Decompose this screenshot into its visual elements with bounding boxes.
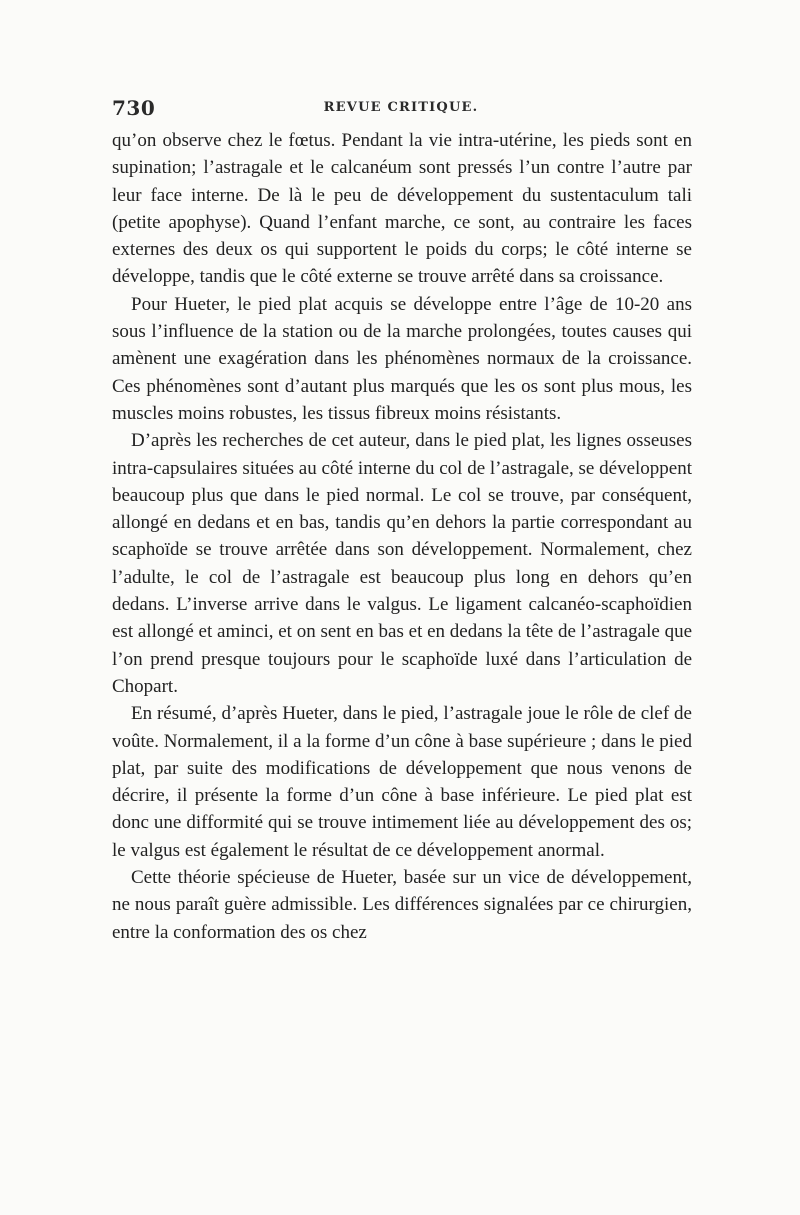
running-title: REVUE CRITIQUE. [323, 100, 479, 115]
page-number: 730 [112, 96, 156, 120]
page-header [112, 96, 690, 126]
paragraph-summary: En résumé, d’après Hueter, dans le pied, l’astragale joue le rôle de clef de voûte. Normalement, il a la forme d’un cône à base supérieure ; dans le pied plat, par suite des modifications de développement que nous venons de décrire, il présente la forme d’un cône à base inférieure. Le pied plat est donc une difformité qui se trouve intimement liée au développement des os; le valgus est également le résultat de ce développement anormal. [112, 703, 692, 861]
paragraph-critique: Cette théorie spécieuse de Hueter, basée sur un vice de développement, ne nous paraît guère admissible. Les différences signalées par ce chirurgien, entre la conformation des os chez [112, 867, 692, 943]
body-text [112, 127, 692, 946]
paragraph-hueter-flat-foot: Pour Hueter, le pied plat acquis se développe entre l’âge de 10-20 ans sous l’influence de la station ou de la marche prolongées, toutes causes qui amènent une exagération dans les phénomènes normaux de la croissance. Ces phénomènes sont d’autant plus marqués que les os sont plus mous, les muscles moins robustes, les tissus fibreux moins résistants. [112, 293, 692, 424]
paragraph-research-findings: D’après les recherches de cet auteur, dans le pied plat, les lignes osseuses intra-capsulaires situées au côté interne du col de l’astragale, se développent beaucoup plus que dans le pied normal. Le col se trouve, par conséquent, allongé en dedans et en bas, tandis qu’en dehors la partie correspondant au scaphoïde se trouve arrêtée dans son développement. Normalement, chez l’adulte, le col de l’astragale est beaucoup plus long en dehors qu’en dedans. L’inverse arrive dans le valgus. Le ligament calcanéo-scaphoïdien est allongé et aminci, et on sent en bas et en dedans la tête de l’astragale que l’on prend presque toujours pour le scaphoïde luxé dans l’articulation de Chopart. [112, 430, 692, 697]
paragraph-continuation: qu’on observe chez le fœtus. Pendant la vie intra-utérine, les pieds sont en supination; l’astragale et le calcanéum sont pressés l’un contre l’autre par leur face interne. De là le peu de développement du sustentaculum tali (petite apophyse). Quand l’enfant marche, ce sont, au contraire les faces externes des deux os qui supportent le poids du corps; le côté interne se développe, tandis que le côté externe se trouve arrêté dans sa croissance. [112, 130, 692, 288]
